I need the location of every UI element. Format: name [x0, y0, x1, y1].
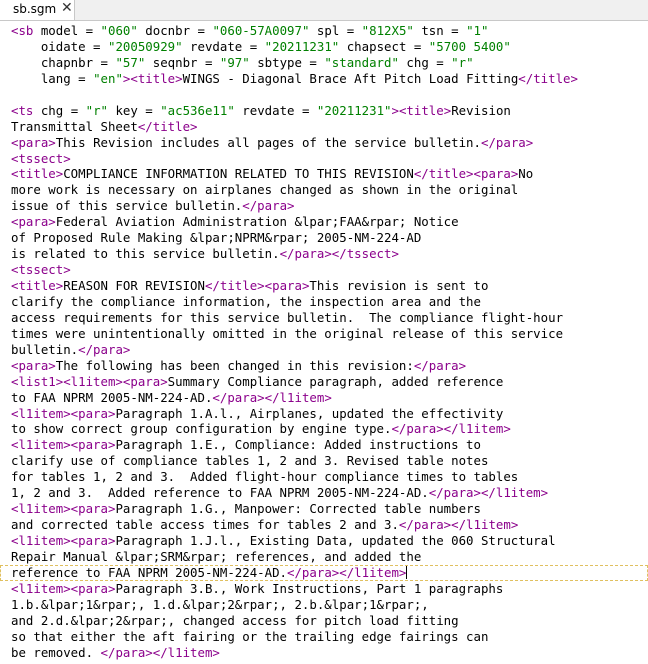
code-text: Paragraph 1.A.l., Airplanes, updated the effectivity [115, 405, 504, 421]
markup-tag: ><title> [391, 102, 452, 118]
code-text: key = [108, 102, 161, 118]
markup-tag: </para></l1item> [100, 644, 220, 660]
code-line[interactable] [11, 246, 648, 262]
code-line[interactable] [11, 182, 648, 198]
code-text: so that either the aft fairing or the trailing edge fairings can [11, 628, 489, 644]
markup-tag: </title> [518, 70, 578, 86]
markup-tag: </para> [78, 341, 131, 357]
markup-tag: </para></l1item> [287, 564, 407, 580]
code-text: This Revision includes all pages of the service bulletin. [55, 134, 481, 150]
code-text: more work is necessary on airplanes changed as shown in the original [11, 182, 519, 198]
code-text: chapsect = [339, 38, 429, 54]
markup-tag: </title><para> [204, 278, 310, 293]
code-text: Repair Manual &lpar;SRM&rpar; references, and added the [11, 548, 422, 564]
attribute-value: "en" [93, 70, 123, 86]
markup-tag: ><title> [122, 70, 183, 86]
code-line[interactable] [11, 390, 648, 406]
code-text: chapnbr = [11, 54, 116, 70]
code-text: 1, 2 and 3. Added reference to FAA NPRM 2005-NM-224-AD. [11, 485, 429, 501]
markup-tag: <list1><l1item><para> [11, 373, 168, 389]
code-line[interactable] [11, 342, 648, 358]
tab-bar [0, 0, 648, 21]
code-text: tsn = [413, 23, 467, 38]
code-text: sbtype = [249, 54, 325, 70]
code-line[interactable] [11, 469, 648, 485]
code-text: docnbr = [137, 23, 213, 38]
code-text: revdate = [182, 38, 265, 54]
markup-tag: <tssect> [11, 262, 71, 278]
markup-tag: <para> [11, 134, 56, 150]
code-text: REASON FOR REVISION [63, 278, 205, 293]
code-line[interactable] [11, 533, 648, 549]
code-text: and corrected table access times for tables 2 and 3. [11, 517, 399, 533]
code-text: clarify use of compliance tables 1, 2 and 3. Revised table notes [11, 453, 489, 469]
code-line[interactable] [11, 453, 648, 469]
code-line[interactable] [11, 517, 648, 533]
code-text: times were unintentionally omitted in the original release of this service [11, 325, 564, 341]
attribute-value: "57" [115, 54, 146, 70]
markup-tag: <l1item><para> [11, 580, 116, 596]
markup-tag: </para></l1item> [428, 485, 549, 501]
code-text: Paragraph 3.B., Work Instructions, Part 1 paragraphs [115, 580, 504, 596]
code-line[interactable] [11, 135, 648, 151]
code-line[interactable] [11, 326, 648, 342]
text-caret [406, 566, 407, 579]
code-text: bulletin. [11, 341, 79, 357]
code-line[interactable] [11, 103, 648, 119]
code-line[interactable] [11, 278, 648, 294]
code-line[interactable] [11, 437, 648, 453]
code-line[interactable] [11, 358, 648, 374]
close-icon[interactable]: ✕ [61, 0, 73, 16]
attribute-value: "060" [100, 23, 138, 38]
code-text: access requirements for this service bulletin. The compliance flight-hour [11, 309, 564, 325]
attribute-value: "1" [466, 23, 489, 38]
attribute-value: "060-57A0097" [212, 23, 310, 38]
code-line[interactable] [11, 549, 648, 565]
code-editor[interactable] [11, 23, 648, 664]
code-text: and 2.d.&lpar;2&rpar;, changed access for pitch load fitting [11, 612, 459, 628]
markup-tag: <para> [11, 214, 56, 230]
markup-tag: </para></l1item> [391, 421, 511, 437]
attribute-value: "r" [451, 54, 474, 70]
code-text: The following has been changed in this revision: [55, 357, 414, 373]
code-text: chg = [33, 102, 86, 118]
markup-tag: </para></l1item> [398, 517, 519, 533]
attribute-value: "5700 5400" [428, 38, 511, 54]
code-line[interactable] [11, 214, 648, 230]
code-text: model = [33, 23, 101, 38]
markup-tag: <l1item><para> [11, 437, 116, 453]
code-text: WINGS - Diagonal Brace Aft Pitch Load Fitting [182, 70, 519, 86]
code-text: spl = [309, 23, 362, 38]
attribute-value: "20050929" [107, 38, 183, 54]
markup-tag: </para> [413, 357, 467, 373]
markup-tag: </title><para> [413, 166, 519, 182]
tab-label: sb.sgm [13, 2, 57, 16]
code-text: to show correct group configuration by engine type. [11, 421, 392, 437]
code-text: revdate = [234, 102, 317, 118]
attribute-value: "20211231" [264, 38, 340, 54]
markup-tag: </para></tssect> [279, 246, 399, 262]
code-text: 1.b.&lpar;1&rpar;, 1.d.&lpar;2&rpar;, 2.b.&lpar;1&rpar;, [11, 596, 429, 612]
code-line[interactable] [11, 262, 648, 278]
markup-tag: <l1item><para> [11, 501, 116, 517]
code-line[interactable] [11, 421, 648, 437]
code-text: Summary Compliance paragraph, added reference [167, 373, 504, 389]
code-text: Revision [451, 102, 511, 118]
markup-tag: <l1item><para> [11, 533, 116, 548]
markup-tag: <tssect> [11, 150, 71, 166]
code-text: be removed. [11, 644, 101, 660]
markup-tag: <l1item><para> [11, 405, 116, 421]
markup-tag: </para></l1item> [212, 389, 332, 405]
tab-sb-sgm[interactable] [0, 0, 75, 20]
code-text: is related to this service bulletin. [11, 246, 280, 262]
code-line[interactable] [11, 23, 648, 39]
code-line[interactable] [11, 406, 648, 422]
code-text: to FAA NPRM 2005-NM-224-AD. [11, 389, 213, 405]
code-line[interactable] [11, 613, 648, 629]
current-code-line[interactable] [0, 565, 648, 581]
code-line[interactable] [11, 294, 648, 310]
code-text: reference to FAA NPRM 2005-NM-224-AD. [11, 564, 288, 580]
code-text: Paragraph 1.J.l., Existing Data, updated the 060 Structural [115, 533, 556, 548]
code-text: chg = [398, 54, 452, 70]
markup-tag: <para> [11, 357, 56, 373]
markup-tag: </para> [480, 134, 534, 150]
markup-tag: <title> [11, 278, 64, 293]
code-text: of Proposed Rule Making &lpar;NPRM&rpar; 2005-NM-224-AD [11, 230, 422, 246]
code-line[interactable] [11, 501, 648, 517]
attribute-value: "standard" [324, 54, 399, 70]
markup-tag: </title> [137, 118, 198, 134]
code-line[interactable] [11, 119, 648, 135]
markup-tag: <title> [11, 166, 64, 182]
code-text: This revision is sent to [309, 278, 489, 293]
code-text: Federal Aviation Administration &lpar;FAA&rpar; Notice [55, 214, 459, 230]
code-text: Transmittal Sheet [11, 118, 138, 134]
code-line[interactable] [11, 198, 648, 214]
code-line[interactable] [11, 310, 648, 326]
code-line[interactable] [11, 374, 648, 390]
code-line[interactable] [11, 151, 648, 167]
code-line[interactable] [11, 597, 648, 613]
code-text: COMPLIANCE INFORMATION RELATED TO THIS REVISION [63, 166, 414, 182]
code-text: seqnbr = [145, 54, 220, 70]
code-text: Paragraph 1.G., Manpower: Corrected table numbers [115, 501, 481, 517]
attribute-value: "97" [219, 54, 250, 70]
code-line[interactable] [11, 87, 648, 103]
code-line[interactable] [11, 55, 648, 71]
code-line[interactable] [11, 629, 648, 645]
code-text: for tables 1, 2 and 3. Added flight-hour compliance times to tables [11, 469, 519, 485]
code-text: lang = [11, 70, 94, 86]
code-text: No [518, 166, 534, 182]
attribute-value: "ac536e11" [160, 102, 235, 118]
attribute-value: "20211231" [316, 102, 392, 118]
code-line[interactable] [11, 581, 648, 597]
markup-tag: <ts [11, 102, 34, 118]
code-text: clarify the compliance information, the inspection area and the [11, 293, 481, 309]
code-line[interactable] [11, 166, 648, 182]
code-line[interactable] [11, 39, 648, 55]
code-line[interactable] [11, 485, 648, 501]
code-line[interactable] [11, 71, 648, 87]
code-text: issue of this service bulletin. [11, 198, 243, 214]
code-line[interactable] [11, 645, 648, 661]
code-line[interactable] [11, 230, 648, 246]
attribute-value: "r" [85, 102, 108, 118]
markup-tag: <sb [11, 23, 34, 38]
markup-tag: </para> [242, 198, 295, 214]
code-text: oidate = [11, 38, 108, 54]
attribute-value: "812X5" [361, 23, 414, 38]
code-text: Paragraph 1.E., Compliance: Added instructions to [115, 437, 481, 453]
